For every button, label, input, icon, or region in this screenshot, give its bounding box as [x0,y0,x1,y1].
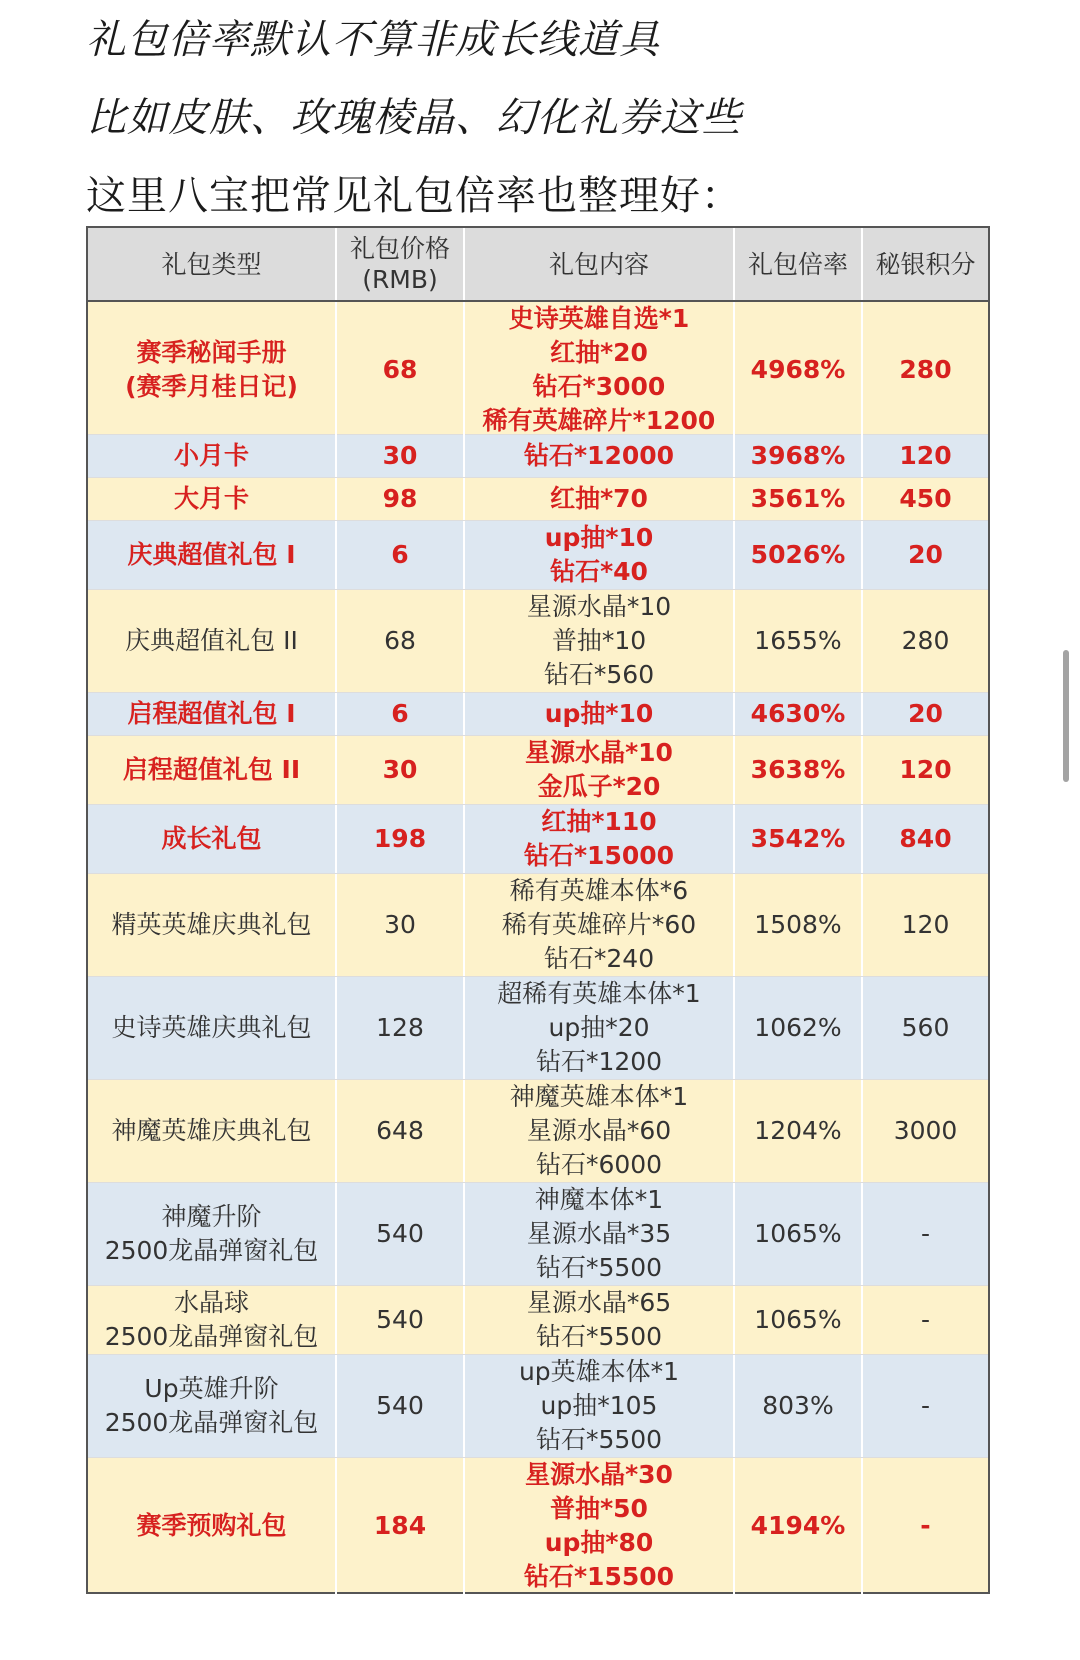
cell-contents [465,1286,735,1354]
cell-rate: 1062% [735,977,863,1079]
cell-contents-line: 钻石*5500 [535,1322,663,1351]
cell-points: 20 [908,540,943,569]
cell-price: 648 [337,1080,465,1182]
cell-contents [465,1355,735,1457]
cell-type-line: 大月卡 [173,484,249,513]
cell-type-line: Up英雄升阶 [144,1374,279,1403]
cell-rate: 4630% [735,693,863,735]
header-price [337,228,465,300]
cell-contents-line: 钻石*12000 [523,441,675,470]
cell-contents-line: up抽*20 [548,1013,650,1042]
cell-points: 120 [901,910,950,939]
table-row [88,977,988,1080]
cell-contents-line: up英雄本体*1 [518,1357,680,1386]
cell-contents [465,1080,735,1182]
cell-contents-line: 史诗英雄自选*1 [508,304,690,333]
cell-contents-line: 钻石*560 [543,660,655,689]
cell-points: 840 [899,824,952,853]
table-row [88,1458,988,1592]
cell-contents [465,521,735,589]
cell-points: 120 [899,441,952,470]
scrollbar[interactable] [1063,650,1069,782]
cell-points: 120 [899,755,952,784]
cell-price: 30 [337,435,465,477]
cell-contents-line: 钻石*5500 [535,1253,663,1282]
cell-type [88,1355,337,1457]
cell-rate: 3561% [735,478,863,520]
table-row [88,521,988,590]
cell-contents-line: 超稀有英雄本体*1 [497,979,701,1008]
cell-contents-line: 星源水晶*30 [525,1460,673,1489]
cell-type-line: 2500龙晶弹窗礼包 [104,1322,319,1351]
cell-rate: 3968% [735,435,863,477]
cell-contents-line: 稀有英雄本体*6 [509,876,689,905]
cell-points: - [920,1305,931,1334]
cell-contents-line: 钻石*15000 [523,841,675,870]
cell-price: 30 [337,736,465,804]
table-row [88,478,988,521]
table-row [88,302,988,435]
cell-contents-line: 稀有英雄碎片*1200 [482,406,716,435]
cell-contents-line: 钻石*3000 [532,372,666,401]
cell-contents-line: 星源水晶*10 [526,592,672,621]
cell-type [88,1286,337,1354]
cell-contents [465,693,735,735]
table-row [88,693,988,736]
cell-contents [465,1458,735,1594]
cell-rate: 4968% [735,302,863,438]
cell-type [88,977,337,1079]
cell-price: 540 [337,1183,465,1285]
cell-type-line: 水晶球 [173,1288,249,1317]
table-row [88,1080,988,1183]
cell-points: 280 [899,355,952,384]
cell-type [88,478,337,520]
cell-type-line: 庆典超值礼包 I [127,540,296,569]
cell-rate: 1508% [735,874,863,976]
cell-type-line: 小月卡 [173,441,249,470]
cell-type [88,435,337,477]
cell-contents [465,736,735,804]
cell-contents-line: 星源水晶*65 [526,1288,672,1317]
cell-contents [465,1183,735,1285]
cell-type [88,1183,337,1285]
cell-points: 280 [901,626,950,655]
cell-contents [465,590,735,692]
cell-price: 98 [337,478,465,520]
header-contents: 礼包内容 [465,228,735,300]
cell-points: - [920,1219,931,1248]
table-row [88,805,988,874]
cell-rate: 4194% [735,1458,863,1594]
cell-price: 68 [337,302,465,438]
cell-type-line: 神魔升阶 [161,1202,262,1231]
cell-points: 20 [908,699,943,728]
cell-contents-line: up抽*10 [544,523,654,552]
cell-rate: 803% [735,1355,863,1457]
cell-contents-line: 钻石*1200 [535,1047,663,1076]
cell-contents-line: 神魔英雄本体*1 [509,1082,689,1111]
cell-rate: 1065% [735,1286,863,1354]
cell-type-line: 史诗英雄庆典礼包 [111,1013,312,1042]
cell-contents-line: 星源水晶*60 [526,1116,672,1145]
cell-contents [465,478,735,520]
cell-type-line: 精英英雄庆典礼包 [111,910,312,939]
cell-type-line: 成长礼包 [161,824,262,853]
cell-price: 540 [337,1355,465,1457]
cell-rate: 1204% [735,1080,863,1182]
cell-contents-line: 钻石*40 [550,557,648,586]
cell-contents-line: 钻石*240 [543,944,655,973]
cell-contents [465,435,735,477]
intro-line-3: 这里八宝把常见礼包倍率也整理好： [86,173,742,219]
cell-contents-line: 红抽*20 [550,338,648,367]
cell-points: - [920,1511,931,1540]
table-row [88,736,988,805]
intro-line-1: 礼包倍率默认不算非成长线道具 [86,17,660,63]
cell-price: 6 [337,521,465,589]
cell-price: 184 [337,1458,465,1594]
cell-type [88,1458,337,1594]
cell-type [88,874,337,976]
cell-type [88,302,337,438]
cell-type [88,805,337,873]
table-row [88,1183,988,1286]
cell-type-line: 启程超值礼包 II [122,755,301,784]
table-row [88,435,988,478]
cell-points: 560 [901,1013,950,1042]
cell-contents-line: 红抽*70 [550,484,648,513]
table-header [88,228,988,302]
cell-price: 128 [337,977,465,1079]
cell-contents-line: 红抽*110 [541,807,657,836]
cell-type-line: 赛季秘闻手册 [136,338,287,367]
cell-type [88,521,337,589]
table-row [88,874,988,977]
gift-pack-table [86,226,990,1594]
table-row [88,590,988,693]
cell-contents-line: up抽*10 [544,699,654,728]
cell-contents-line: 钻石*5500 [535,1425,663,1454]
cell-type-line: 2500龙晶弹窗礼包 [104,1236,319,1265]
header-type: 礼包类型 [88,228,337,300]
cell-price: 6 [337,693,465,735]
cell-contents [465,302,735,438]
header-price-unit: (RMB) [362,265,438,294]
cell-contents-line: 金瓜子*20 [537,772,661,801]
cell-type [88,736,337,804]
cell-type-line: (赛季月桂日记) [125,372,298,401]
cell-contents [465,805,735,873]
cell-rate: 1655% [735,590,863,692]
cell-type [88,693,337,735]
table-row [88,1286,988,1355]
intro-line-2: 比如皮肤、玫瑰棱晶、幻化礼券这些 [86,95,742,141]
table-row [88,1355,988,1458]
cell-rate: 3542% [735,805,863,873]
cell-type-line: 启程超值礼包 I [127,699,296,728]
cell-contents-line: 普抽*10 [551,626,647,655]
cell-contents-line: 神魔本体*1 [534,1185,664,1214]
cell-type [88,1080,337,1182]
header-price-line: 礼包价格 [349,234,450,263]
cell-contents [465,977,735,1079]
cell-price: 30 [337,874,465,976]
cell-contents-line: up抽*105 [540,1391,658,1420]
cell-type-line: 赛季预购礼包 [136,1511,287,1540]
cell-price: 68 [337,590,465,692]
cell-rate: 5026% [735,521,863,589]
cell-contents-line: up抽*80 [544,1528,654,1557]
cell-type [88,590,337,692]
cell-type-line: 神魔英雄庆典礼包 [111,1116,312,1145]
cell-rate: 1065% [735,1183,863,1285]
cell-points: - [920,1391,931,1420]
header-points: 秘银积分 [875,249,976,279]
cell-contents-line: 星源水晶*35 [526,1219,672,1248]
cell-points: 450 [899,484,952,513]
cell-contents-line: 普抽*50 [550,1494,648,1523]
cell-contents-line: 钻石*15500 [523,1562,675,1591]
cell-contents-line: 稀有英雄碎片*60 [501,910,697,939]
cell-contents-line: 钻石*6000 [535,1150,663,1179]
cell-price: 198 [337,805,465,873]
cell-type-line: 2500龙晶弹窗礼包 [104,1408,319,1437]
cell-type-line: 庆典超值礼包 II [125,626,298,655]
cell-rate: 3638% [735,736,863,804]
cell-contents-line: 星源水晶*10 [525,738,673,767]
cell-points: 3000 [893,1116,958,1145]
cell-price: 540 [337,1286,465,1354]
cell-contents [465,874,735,976]
header-rate: 礼包倍率 [735,228,863,300]
